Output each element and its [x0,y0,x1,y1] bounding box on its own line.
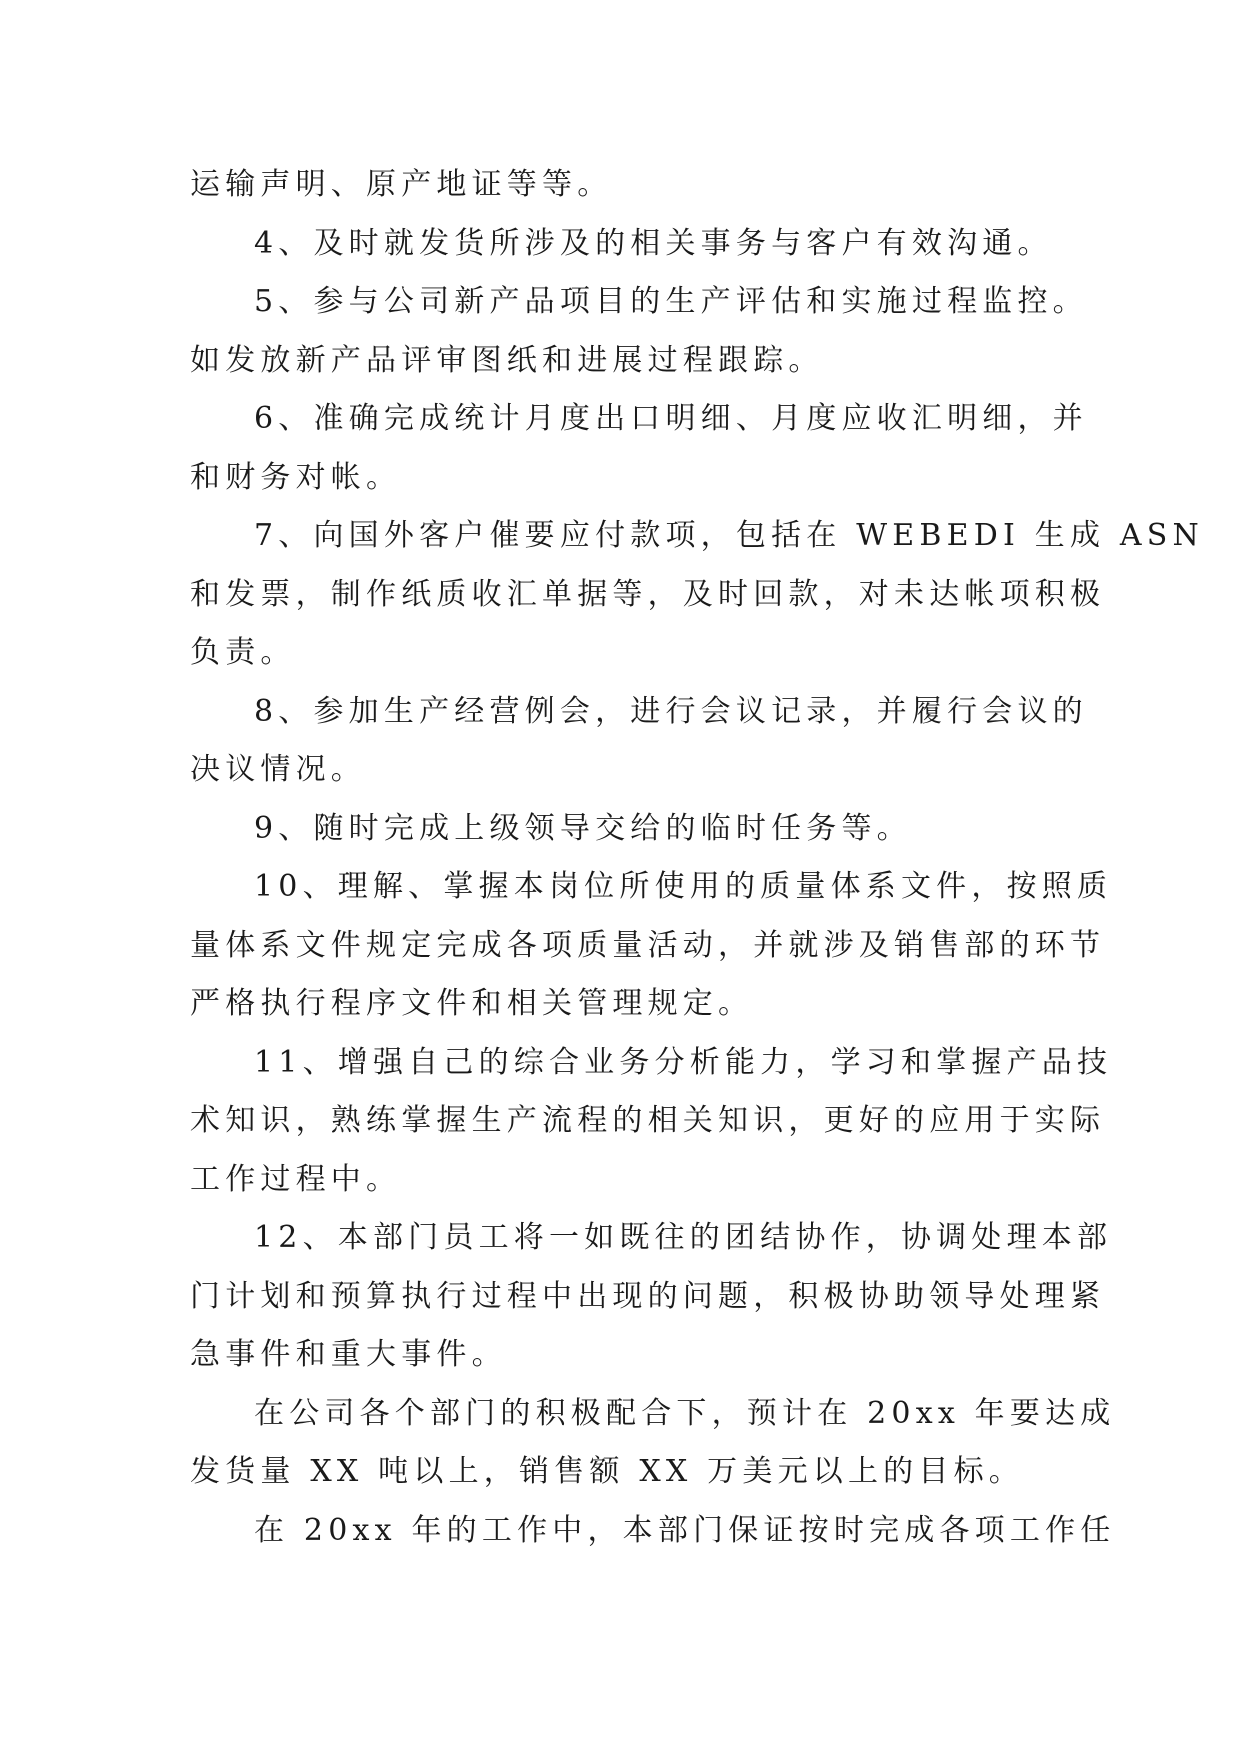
text-line: 和财务对帐。 [190,459,402,495]
text-line: 发货量 XX 吨以上，销售额 XX 万美元以上的目标。 [190,1454,1024,1489]
text-line: 6、准确完成统计月度出口明细、月度应收汇明细，并 [254,401,1088,436]
text-line: 在 20xx 年的工作中，本部门保证按时完成各项工作任 [254,1512,1116,1548]
text-line: 5、参与公司新产品项目的生产评估和实施过程监控。 [254,284,1088,319]
text-line: 负责。 [190,635,296,670]
text-line: 12、本部门员工将一如既往的团结协作，协调处理本部 [254,1220,1113,1255]
text-line: 和发票，制作纸质收汇单据等，及时回款，对未达帐项积极 [190,576,1106,612]
text-line: 门计划和预算执行过程中出现的问题，积极协助领导处理紧 [190,1278,1106,1314]
text-line: 严格执行程序文件和相关管理规定。 [190,986,754,1021]
body-text [190,156,1204,1560]
text-line: 8、参加生产经营例会，进行会议记录，并履行会议的 [254,693,1088,729]
text-line: 决议情况。 [190,752,366,787]
text-line: 10、理解、掌握本岗位所使用的质量体系文件，按照质 [254,869,1113,904]
text-line: 在公司各个部门的积极配合下，预计在 20xx 年要达成 [254,1395,1116,1431]
text-line: 工作过程中。 [190,1161,402,1197]
text-line: 11、增强自己的综合业务分析能力，学习和掌握产品技 [254,1044,1113,1080]
text-line: 量体系文件规定完成各项质量活动，并就涉及销售部的环节 [190,927,1106,963]
text-line: 急事件和重大事件。 [190,1337,507,1372]
text-line: 9、随时完成上级领导交给的临时任务等。 [254,810,912,846]
text-line: 术知识，熟练掌握生产流程的相关知识，更好的应用于实际 [190,1103,1106,1138]
text-line: 7、向国外客户催要应付款项，包括在 WEBEDI 生成 ASN [254,518,1204,553]
text-line: 如发放新产品评审图纸和进展过程跟踪。 [190,342,824,378]
text-line: 4、及时就发货所涉及的相关事务与客户有效沟通。 [254,225,1053,261]
text-line: 运输声明、原产地证等等。 [190,167,613,202]
